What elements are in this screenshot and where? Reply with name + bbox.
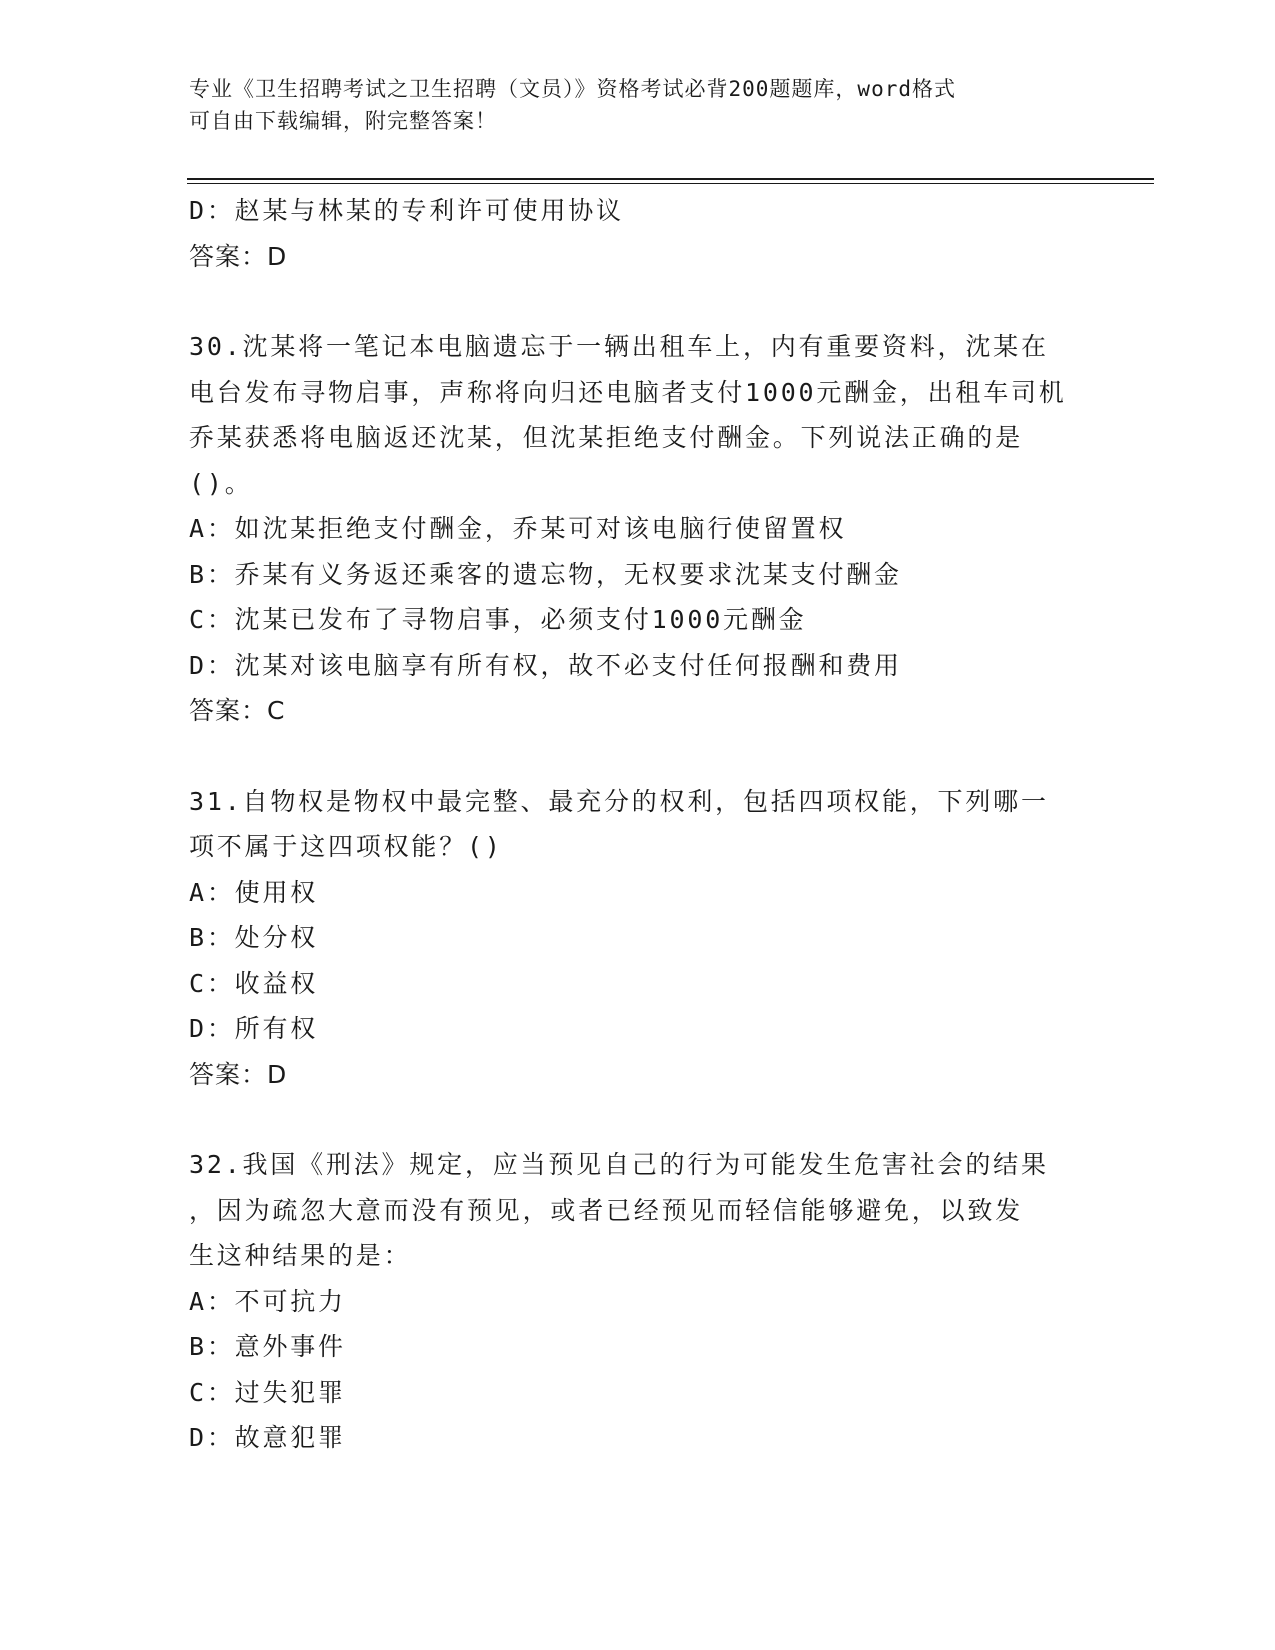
question-31-answer: 答案：D	[189, 1059, 288, 1089]
question-31-option-c: C：收益权	[189, 968, 319, 998]
header-line-2: 可自由下载编辑，附完整答案！	[189, 109, 497, 133]
question-32-stem-line-1: 32.我国《刑法》规定，应当预见自己的行为可能发生危害社会的结果	[189, 1150, 1049, 1179]
spacer	[189, 1097, 1069, 1142]
question-list	[189, 188, 1069, 1461]
header-rule-thick	[187, 178, 1154, 180]
question-32-option-c: C：过失犯罪	[189, 1377, 346, 1407]
question-30-stem: 30.沈某将一笔记本电脑遗忘于一辆出租车上，内有重要资料，沈某在电台发布寻物启事，声称将向归还电脑者支付1000元酬金，出租车司机乔某获悉将电脑返还沈某，但沈某拒绝支付酬金。下列说法正确的是()。	[189, 332, 1067, 498]
document-header	[189, 73, 1069, 137]
question-32-stem-line-3: 生这种结果的是：	[189, 1241, 412, 1270]
question-30-option-d: D：沈某对该电脑享有所有权，故不必支付任何报酬和费用	[189, 650, 902, 680]
question-32-option-a: A：不可抗力	[189, 1286, 346, 1316]
question-31-option-a: A：使用权	[189, 877, 319, 907]
question-31-stem: 31.自物权是物权中最完整、最充分的权利，包括四项权能，下列哪一项不属于这四项权能？()	[189, 786, 1049, 861]
prev-answer: 答案：D	[189, 241, 288, 271]
question-31-option-d: D：所有权	[189, 1014, 319, 1043]
question-30-option-a: A：如沈某拒绝支付酬金，乔某可对该电脑行使留置权	[189, 514, 847, 543]
question-30-option-b: B：乔某有义务返还乘客的遗忘物，无权要求沈某支付酬金	[189, 559, 902, 589]
question-32	[189, 1142, 1069, 1461]
header-rule-thin	[187, 183, 1154, 184]
question-30-answer: 答案：C	[189, 696, 286, 725]
question-30	[189, 324, 1069, 734]
spacer	[189, 279, 1069, 324]
spacer	[189, 734, 1069, 779]
question-30-option-c: C：沈某已发布了寻物启事，必须支付1000元酬金	[189, 605, 807, 634]
prev-option-d: D：赵某与林某的专利许可使用协议	[189, 196, 624, 225]
question-32-stem-line-2: ，因为疏忽大意而没有预见，或者已经预见而轻信能够避免，以致发	[189, 1195, 1024, 1225]
question-31	[189, 779, 1069, 1098]
question-31-option-b: B：处分权	[189, 923, 319, 952]
question-32-option-b: B：意外事件	[189, 1332, 346, 1361]
question-32-option-d: D：故意犯罪	[189, 1423, 346, 1452]
header-line-1: 专业《卫生招聘考试之卫生招聘（文员）》资格考试必背200题题库，word格式	[189, 77, 956, 101]
